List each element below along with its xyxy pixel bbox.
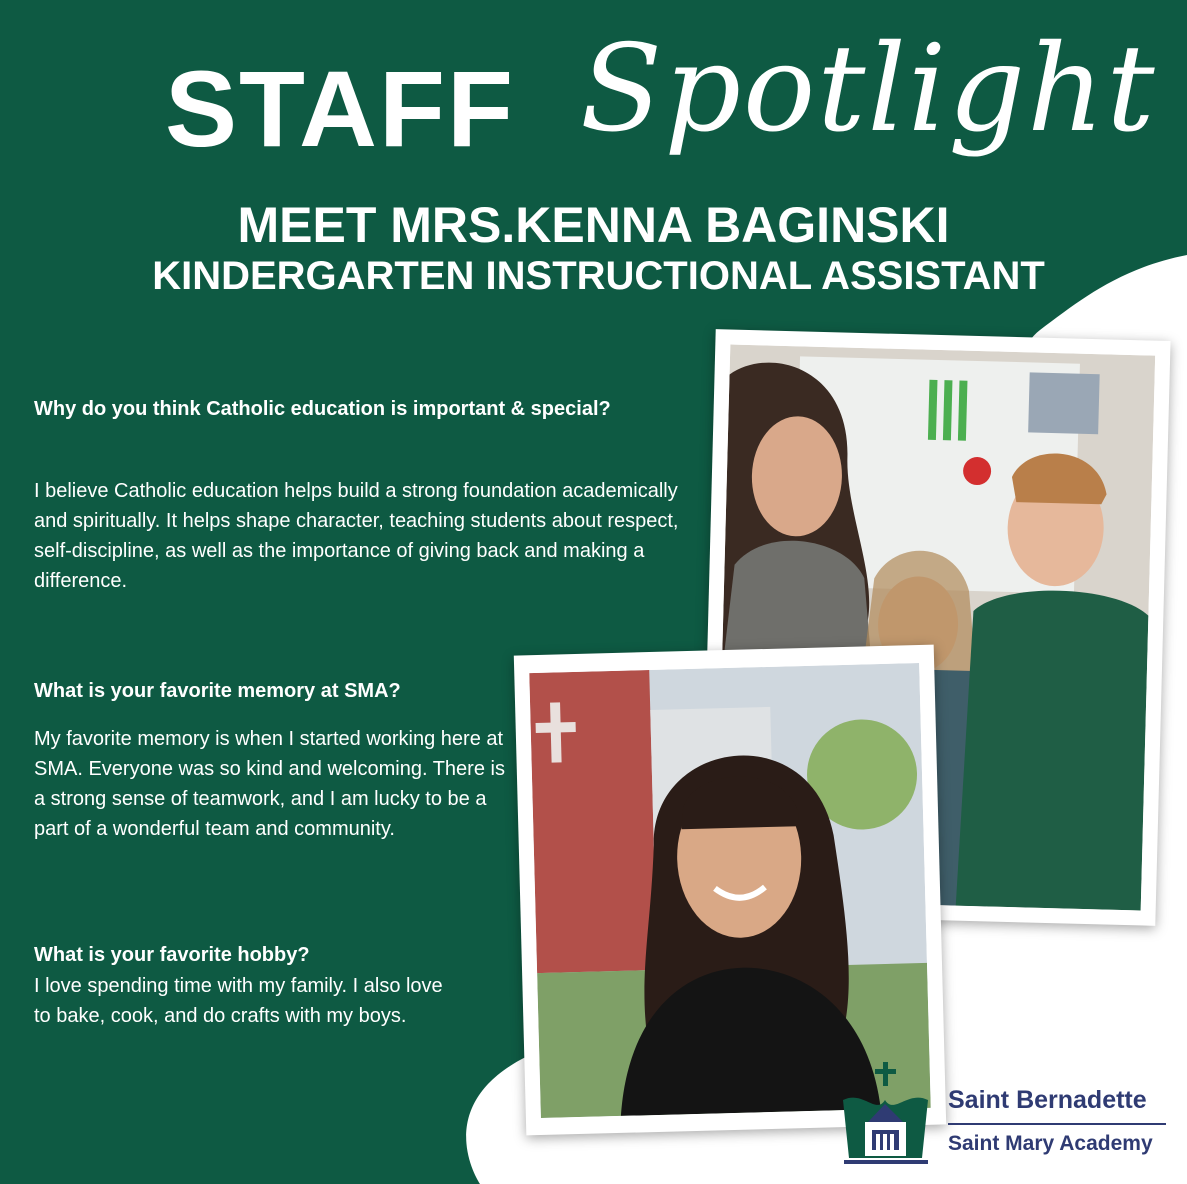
meet-heading: MEET MRS.KENNA BAGINSKI xyxy=(237,197,950,253)
logo-divider xyxy=(948,1123,1166,1125)
school-logo xyxy=(838,1060,1178,1170)
answer-2: My favorite memory is when I started working here at SMA. Everyone was so kind and welcoming. There is a strong sense of teamwork, and I am lucky to be a part of a wonderful team and community. xyxy=(34,728,505,840)
staff-heading: STAFF xyxy=(165,48,515,169)
logo-line-1: Saint Bernadette xyxy=(948,1086,1147,1114)
answer-1: I believe Catholic education helps build a strong foundation academically and spiritually. It helps shape character, teaching students about respect, self-discipline, as well as the importance of giving back and making a difference. xyxy=(34,480,679,592)
spotlight-script-heading: Spotlight xyxy=(580,20,1157,159)
question-3: What is your favorite hobby? xyxy=(34,944,310,966)
question-2: What is your favorite memory at SMA? xyxy=(34,680,401,702)
crown-church-logo-icon xyxy=(838,1060,933,1165)
portrait-photo-image xyxy=(529,663,931,1118)
question-1: Why do you think Catholic education is important & special? xyxy=(34,398,611,420)
logo-line-2: Saint Mary Academy xyxy=(948,1132,1153,1155)
role-heading: KINDERGARTEN INSTRUCTIONAL ASSISTANT xyxy=(152,254,1045,298)
answer-3: I love spending time with my family. I also love to bake, cook, and do crafts with my boys. xyxy=(34,975,443,1027)
